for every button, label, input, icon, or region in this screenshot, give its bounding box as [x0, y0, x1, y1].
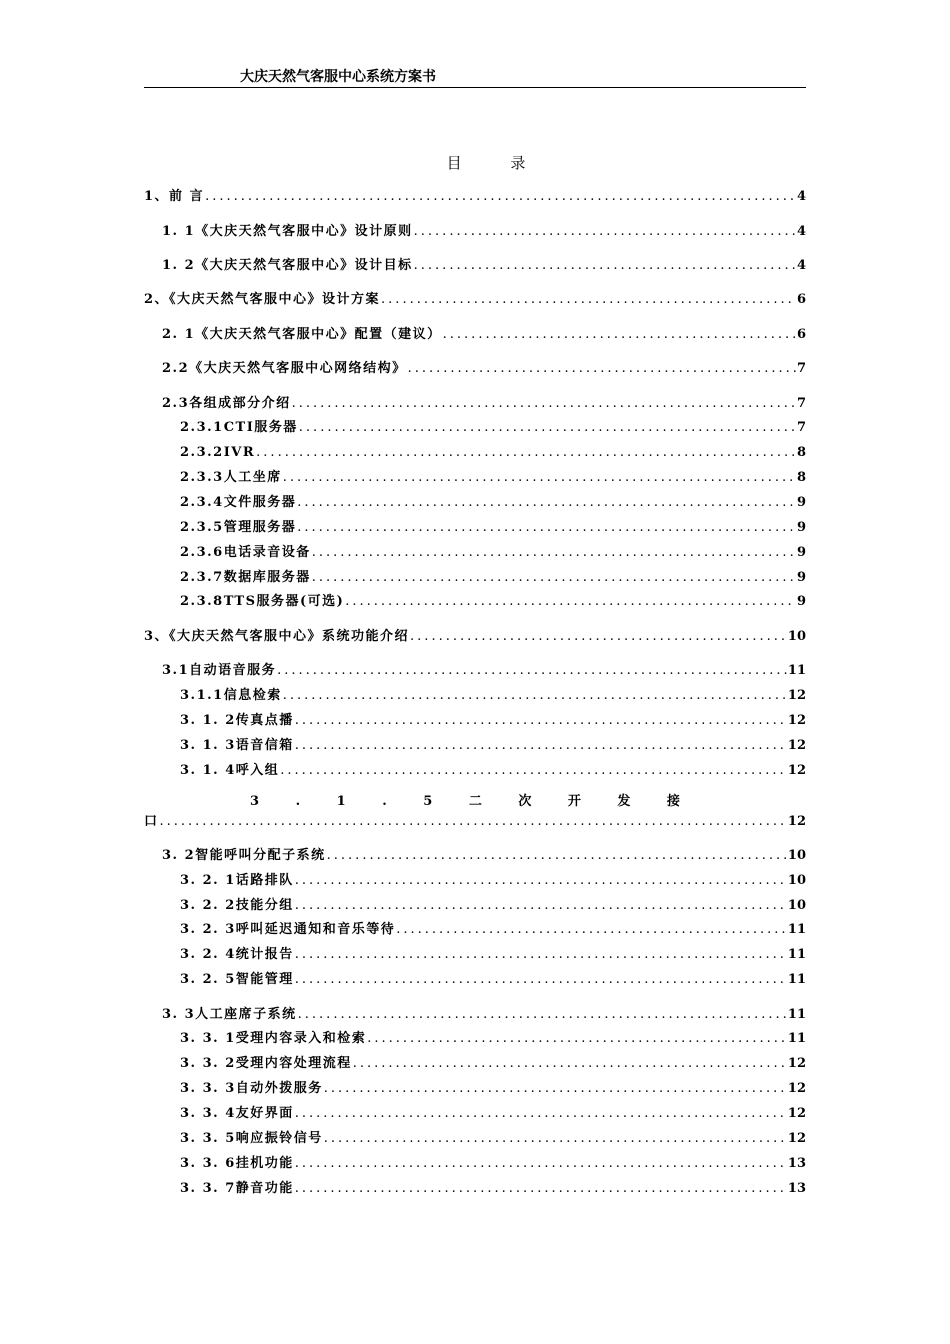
toc-entry-text: 2.3各组成部分介绍: [162, 396, 291, 411]
toc-entry-text: 3. 3人工座席子系统: [162, 1007, 297, 1022]
toc-leader: [256, 445, 796, 461]
toc-title: 目 录: [446, 154, 548, 172]
toc-entry-page: 8: [796, 445, 806, 460]
toc-entry-text: 2、《大庆天然气客服中心》设计方案: [144, 292, 381, 307]
toc-entry-page: 11: [787, 972, 806, 987]
toc-entry-page: 8: [796, 470, 806, 485]
toc-entry[interactable]: [162, 848, 806, 864]
toc-leader: [295, 1156, 787, 1172]
toc-entry[interactable]: [162, 663, 806, 679]
toc-leader: [408, 361, 796, 377]
toc-leader: [297, 520, 796, 536]
toc-leader: [324, 1131, 787, 1147]
toc-entry-page: 11: [787, 1007, 806, 1022]
toc-entry[interactable]: [180, 495, 806, 511]
toc-entry[interactable]: [180, 898, 806, 914]
toc-entry-text: 3. 2. 4统计报告: [180, 947, 294, 962]
toc-entry-text: 3. 3. 2受理内容处理流程: [180, 1056, 352, 1071]
toc-entry-page: 10: [787, 629, 806, 644]
toc-leader: [367, 1031, 787, 1047]
toc-leader: [414, 224, 796, 240]
toc-entry-page: 7: [796, 396, 806, 411]
toc-entry-page: 7: [796, 420, 806, 435]
toc-entry[interactable]: [180, 713, 806, 729]
toc-leader: [443, 327, 796, 343]
toc-entry[interactable]: [180, 445, 806, 461]
toc-entry-text: 2.3.4文件服务器: [180, 495, 297, 510]
toc-entry-text: 3.1.1信息检索: [180, 688, 282, 703]
toc-leader: [298, 1007, 787, 1023]
toc-entry-text: 口: [144, 814, 159, 829]
toc-entry-page: 4: [796, 258, 806, 273]
toc-entry-text: 2.3.5管理服务器: [180, 520, 297, 535]
toc-entry[interactable]: [180, 873, 806, 889]
toc-entry-page: 9: [796, 545, 806, 560]
toc-entry-page: 11: [787, 922, 806, 937]
toc-entry-page: 12: [787, 1131, 806, 1146]
toc-leader: [396, 922, 787, 938]
toc-entry-text: 3. 2智能呼叫分配子系统: [162, 848, 326, 863]
toc-entry[interactable]: [180, 763, 806, 779]
toc-entry-page: 6: [796, 292, 806, 307]
toc-entry-text: 3. 2. 3呼叫延迟通知和音乐等待: [180, 922, 396, 937]
toc-entry[interactable]: [144, 292, 806, 308]
toc-entry[interactable]: [180, 738, 806, 754]
toc-leader: [160, 814, 787, 830]
toc-entry-text: 3. 2. 5智能管理: [180, 972, 294, 987]
toc-leader: [295, 898, 787, 914]
toc-entry-text: 3. 3. 6挂机功能: [180, 1156, 294, 1171]
toc-entry[interactable]: [180, 1156, 806, 1172]
toc-entry[interactable]: [180, 1106, 806, 1122]
toc-entry-text: 2.3.1CTI服务器: [180, 420, 298, 435]
toc-entry-page: 10: [787, 873, 806, 888]
toc-entry-text: 3. 1. 3语音信箱: [180, 738, 294, 753]
toc-entry[interactable]: [162, 396, 806, 412]
toc-leader: [295, 738, 787, 754]
toc-entry-page: 9: [796, 594, 806, 609]
toc-entry-page: 9: [796, 520, 806, 535]
toc-leader: [205, 189, 796, 205]
toc-entry[interactable]: [180, 520, 806, 536]
toc-entry[interactable]: [144, 629, 806, 645]
toc-entry[interactable]: [180, 947, 806, 963]
toc-entry-text: 3. 3. 1受理内容录入和检索: [180, 1031, 367, 1046]
toc-entry-page: 11: [787, 663, 806, 678]
toc-entry-page: 11: [787, 1031, 806, 1046]
toc-leader: [295, 713, 787, 729]
toc-entry-page: 9: [796, 570, 806, 585]
toc-entry[interactable]: [162, 1007, 806, 1023]
toc-entry-page: 10: [787, 848, 806, 863]
toc-entry-text: 2.3.2IVR: [180, 445, 256, 460]
toc-leader: [410, 629, 787, 645]
toc-entry-text: 1、前 言: [144, 189, 205, 204]
toc-entry[interactable]: [180, 570, 806, 586]
toc-entry[interactable]: [144, 189, 806, 205]
toc-leader: [283, 470, 796, 486]
header-title: 大庆天然气客服中心系统方案书: [240, 69, 436, 85]
toc-entry-text: 2.2《大庆天然气客服中心网络结构》: [162, 361, 407, 376]
toc-entry-page: 12: [787, 763, 806, 778]
toc-entry[interactable]: [144, 814, 806, 830]
toc-leader: [312, 570, 796, 586]
toc-entry[interactable]: [180, 470, 806, 486]
toc-leader: [295, 1106, 787, 1122]
toc-leader: [327, 848, 787, 864]
toc-entry[interactable]: [180, 1081, 806, 1097]
toc-entry-text: 2. 1《大庆天然气客服中心》配置（建议）: [162, 327, 442, 342]
toc-leader: [295, 947, 787, 963]
toc-leader: [297, 495, 796, 511]
toc-entry[interactable]: [162, 327, 806, 343]
toc-entry-text: 1. 2《大庆天然气客服中心》设计目标: [162, 258, 413, 273]
toc-leader: [414, 258, 796, 274]
toc-entry-text: 2.3.3人工坐席: [180, 470, 282, 485]
toc-entry[interactable]: [180, 420, 806, 436]
toc-entry-text: 3. 3. 3自动外拨服务: [180, 1081, 323, 1096]
toc-entry-page: 9: [796, 495, 806, 510]
toc-leader: [280, 763, 787, 779]
page-header: [144, 66, 806, 88]
toc-entry-text: 3、《大庆天然气客服中心》系统功能介绍: [144, 629, 410, 644]
toc-entry-text: 3. 1. 4呼入组: [180, 763, 280, 778]
toc-entry-text: 3. 1. 2传真点播: [180, 713, 294, 728]
toc-leader: [295, 873, 787, 889]
toc-entry-page: 13: [787, 1156, 806, 1171]
toc-leader: [353, 1056, 787, 1072]
toc-leader: [295, 1181, 787, 1197]
toc-entry-text: 3. 2. 2技能分组: [180, 898, 294, 913]
toc-entry-text: 3.1自动语音服务: [162, 663, 277, 678]
toc-entry[interactable]: [180, 1131, 806, 1147]
toc-entry[interactable]: [162, 258, 806, 274]
toc-leader: [312, 545, 796, 561]
toc-entry[interactable]: [162, 224, 806, 240]
toc-entry-text: 2.3.6电话录音设备: [180, 545, 311, 560]
toc-entry[interactable]: [162, 361, 806, 377]
toc-leader: [381, 292, 796, 308]
toc-entry-text: 3. 3. 4友好界面: [180, 1106, 294, 1121]
toc-leader: [345, 594, 796, 610]
toc-entry[interactable]: [180, 688, 806, 704]
toc-entry[interactable]: [180, 545, 806, 561]
toc-entry[interactable]: [180, 1181, 806, 1197]
toc-entry-page: 4: [796, 224, 806, 239]
toc-entry-page: 11: [787, 947, 806, 962]
toc-entry-text: 3. 3. 7静音功能: [180, 1181, 294, 1196]
toc-entry-page: 12: [787, 1081, 806, 1096]
toc-entry-page: 12: [787, 1056, 806, 1071]
toc-entry-page: 12: [787, 713, 806, 728]
toc-entry-text: 1. 1《大庆天然气客服中心》设计原则: [162, 224, 413, 239]
toc-entry-text: 3. 2. 1话路排队: [180, 873, 294, 888]
toc-entry[interactable]: [180, 594, 806, 610]
toc-entry[interactable]: [180, 1031, 806, 1047]
toc-leader: [277, 663, 787, 679]
toc-entry-page: 10: [787, 898, 806, 913]
toc-leader: [292, 396, 796, 412]
toc-entry-page: 6: [796, 327, 806, 342]
toc-entry-page: 12: [787, 738, 806, 753]
toc-entry[interactable]: [180, 972, 806, 988]
toc-entry-text: 2.3.8TTS服务器(可选): [180, 594, 345, 609]
toc-entry-text: 3. 3. 5响应振铃信号: [180, 1131, 323, 1146]
toc-entry-page: 4: [796, 189, 806, 204]
toc-leader: [299, 420, 796, 436]
toc-entry-page: 12: [787, 688, 806, 703]
toc-entry-page: 12: [787, 814, 806, 829]
toc-leader: [283, 688, 787, 704]
toc-leader: [324, 1081, 787, 1097]
toc-entry-spread-text[interactable]: 3 . 1 . 5 二 次 开 发 接: [250, 794, 696, 809]
toc-entry-page: 12: [787, 1106, 806, 1121]
toc-entry[interactable]: [180, 922, 806, 938]
toc-entry-page: 7: [796, 361, 806, 376]
toc-entry[interactable]: [180, 1056, 806, 1072]
toc-leader: [295, 972, 787, 988]
toc-entry-text: 2.3.7数据库服务器: [180, 570, 311, 585]
toc-entry-page: 13: [787, 1181, 806, 1196]
